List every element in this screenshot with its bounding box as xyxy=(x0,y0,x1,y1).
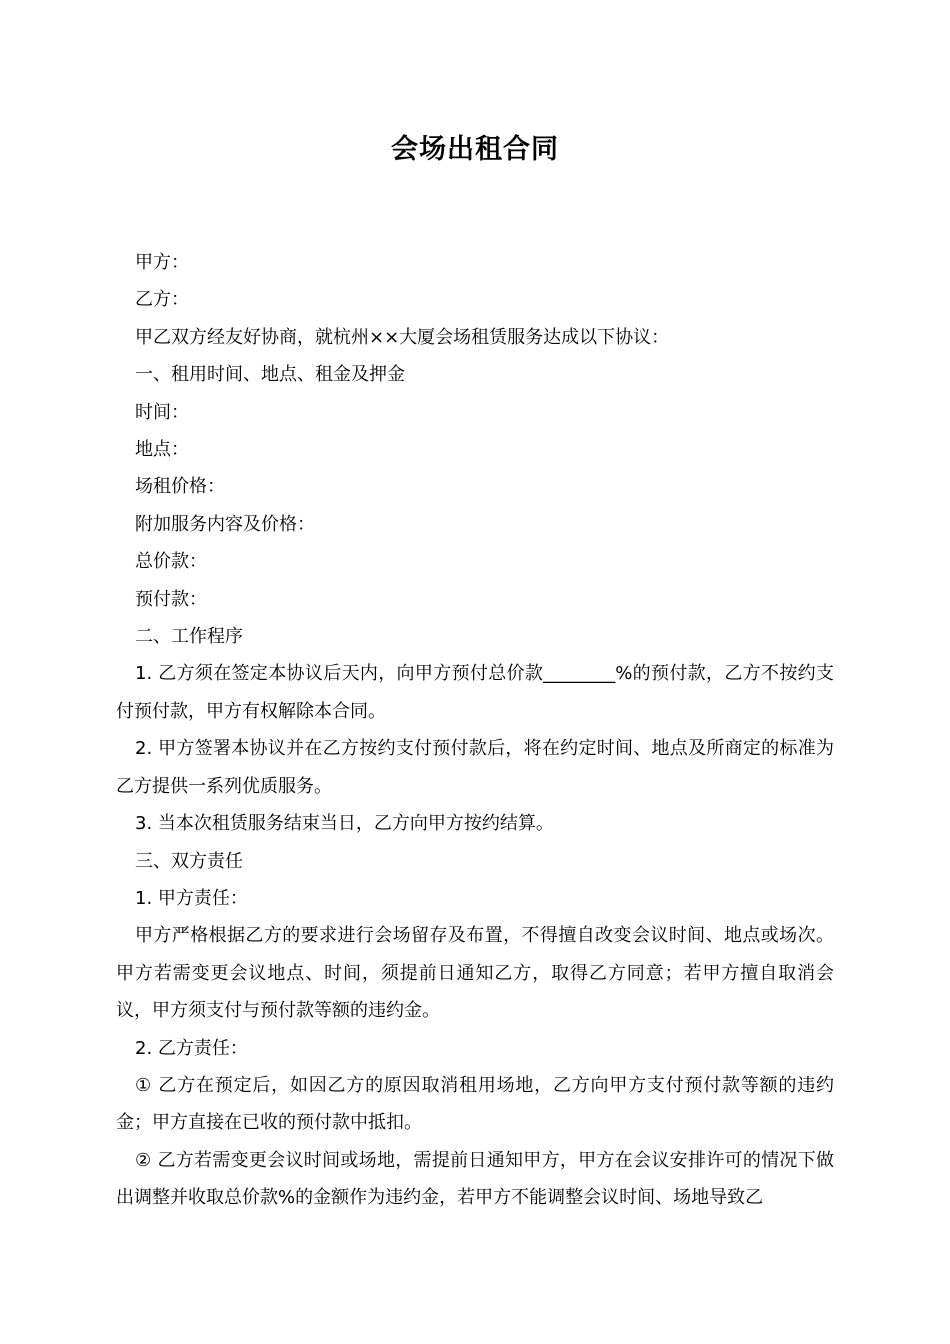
field-extra-services: 附加服务内容及价格： xyxy=(135,513,315,535)
party-b-duty-item-1: ① 乙方在预定后，如因乙方的原因取消租用场地，乙方向甲方支付预付款等额的违约金；甲方直接在已收的预付款中抵扣。 xyxy=(116,1074,834,1134)
procedure-item-2: 2. 甲方签署本协议并在乙方按约支付预付款后，将在约定时间、地点及所商定的标准为乙方提供一系列优质服务。 xyxy=(116,738,834,797)
field-time: 时间： xyxy=(135,401,189,423)
field-rent-price: 场租价格： xyxy=(135,476,225,498)
procedure-item-1: 1. 乙方须在签定本协议后天内，向甲方预付总价款________%的预付款，乙方不按约支付预付款，甲方有权解除本合同。 xyxy=(116,663,834,722)
section-heading-1: 一、租用时间、地点、租金及押金 xyxy=(135,364,405,386)
document-title: 会场出租合同 xyxy=(391,134,559,165)
party-b-duty-heading: 2. 乙方责任： xyxy=(135,1037,248,1059)
section-heading-3: 三、双方责任 xyxy=(135,850,243,872)
field-location: 地点： xyxy=(135,439,189,461)
field-prepayment: 预付款： xyxy=(135,588,207,610)
field-total-price: 总价款： xyxy=(135,551,207,573)
section-heading-2: 二、工作程序 xyxy=(135,626,243,648)
party-a-duty-heading: 1. 甲方责任： xyxy=(135,887,248,909)
party-a-line: 甲方： xyxy=(135,252,189,273)
party-b-line: 乙方： xyxy=(135,289,189,311)
procedure-item-3: 3. 当本次租赁服务结束当日，乙方向甲方按约结算。 xyxy=(135,813,554,835)
party-b-duty-item-2: ② 乙方若需变更会议时间或场地，需提前日通知甲方，甲方在会议安排许可的情况下做出调整并收取总价款%的金额作为违约金，若甲方不能调整会议时间、场地导致乙 xyxy=(116,1149,834,1209)
document-body xyxy=(116,244,834,1217)
preamble: 甲乙双方经友好协商，就杭州××大厦会场租赁服务达成以下协议： xyxy=(135,326,670,348)
party-a-duty-text: 甲方严格根据乙方的要求进行会场留存及布置，不得擅自改变会议时间、地点或场次。甲方若需变更会议地点、时间，须提前日通知乙方，取得乙方同意；若甲方擅自取消会议，甲方须支付与预付款等额的违约金。 xyxy=(116,925,834,1022)
